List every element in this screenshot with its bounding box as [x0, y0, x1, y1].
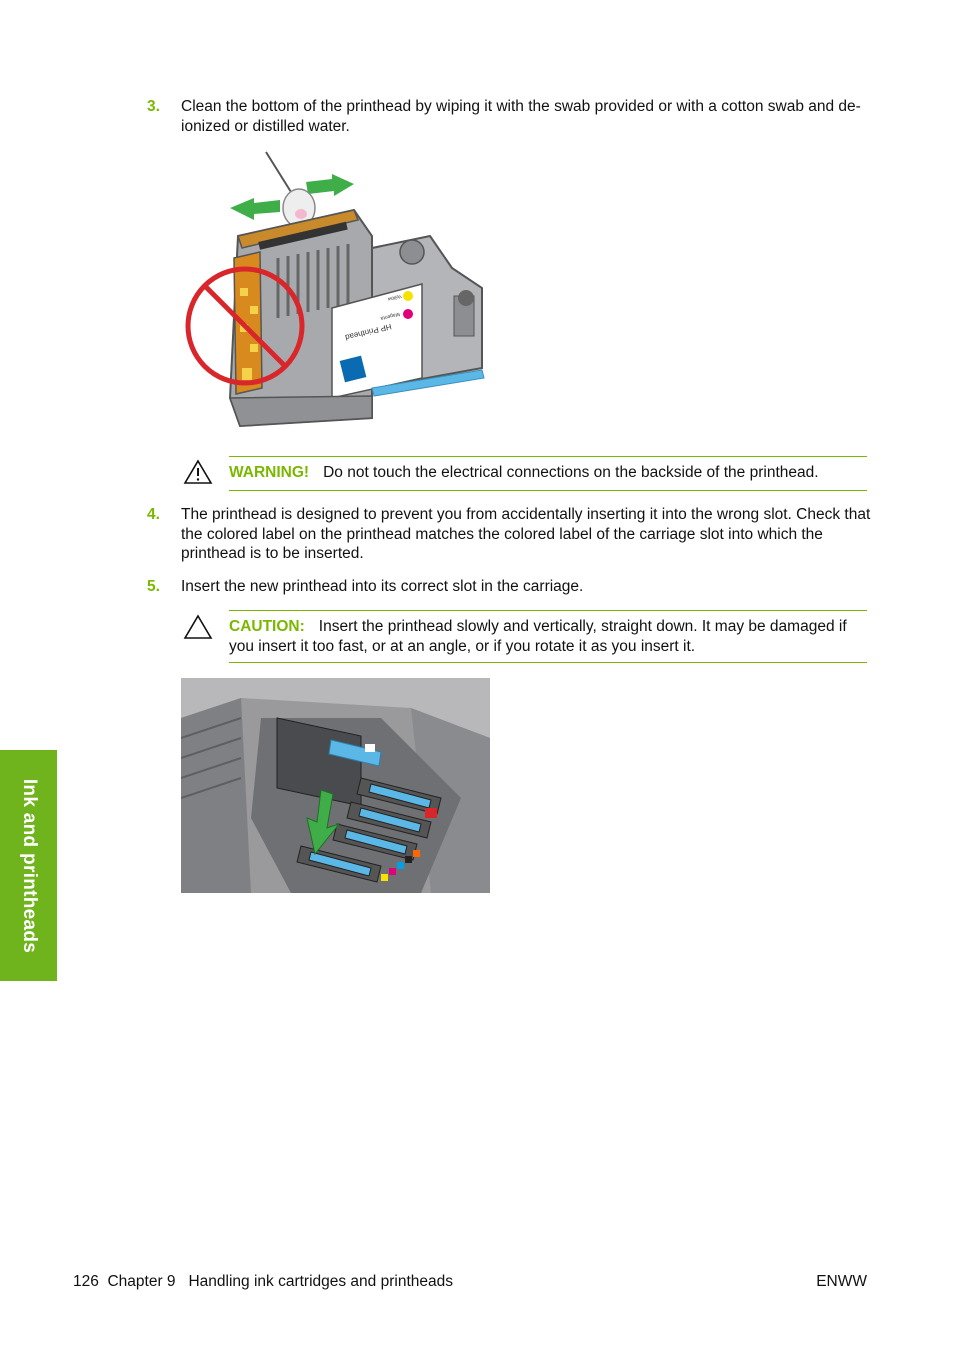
warning-top-rule	[229, 456, 867, 457]
warning-label: WARNING!	[229, 464, 310, 481]
caution-label: CAUTION:	[229, 618, 305, 635]
arrow-left-icon	[230, 198, 280, 220]
warning-bottom-rule	[229, 490, 867, 491]
warning-icon	[183, 459, 213, 485]
warning-text: Do not touch the electrical connections on the backside of the printhead.	[323, 464, 819, 481]
caution-note	[229, 617, 869, 656]
magenta-label: Magenta	[379, 310, 401, 322]
printhead-insertion-photo	[181, 678, 490, 893]
step-number: 3.	[147, 98, 160, 115]
footer-right: ENWW	[816, 1273, 867, 1290]
step-text: Insert the new printhead into its correct slot in the carriage.	[181, 578, 584, 595]
step-number: 5.	[147, 578, 160, 595]
chapter-side-tab	[0, 750, 57, 981]
step-number: 4.	[147, 506, 160, 523]
caution-icon	[183, 614, 213, 640]
printhead-cleaning-illustration	[182, 148, 492, 436]
step-text: Clean the bottom of the printhead by wiping it with the swab provided or with a cotton swab and de-ionized or distilled water.	[181, 98, 861, 135]
caution-text: Insert the printhead slowly and vertically, straight down. It may be damaged if you insert it too fast, or at an angle, or if you rotate it as you insert it.	[229, 618, 847, 655]
caution-top-rule	[229, 610, 867, 611]
side-tab-label: Ink and printheads	[18, 778, 40, 953]
footer-left: 126 Chapter 9 Handling ink cartridges and printheads	[73, 1273, 453, 1290]
yellow-label: Yellow	[386, 292, 403, 302]
arrow-right-icon	[306, 174, 354, 196]
step-text: The printhead is designed to prevent you from accidentally inserting it into the wrong slot. Check that the colored label on the printhead matches the colored label of the carriage slot into which the printhead is to be inserted.	[181, 506, 871, 562]
warning-note	[229, 463, 869, 483]
caution-bottom-rule	[229, 662, 867, 663]
printhead-brand-label: HP Printhead	[344, 321, 393, 342]
